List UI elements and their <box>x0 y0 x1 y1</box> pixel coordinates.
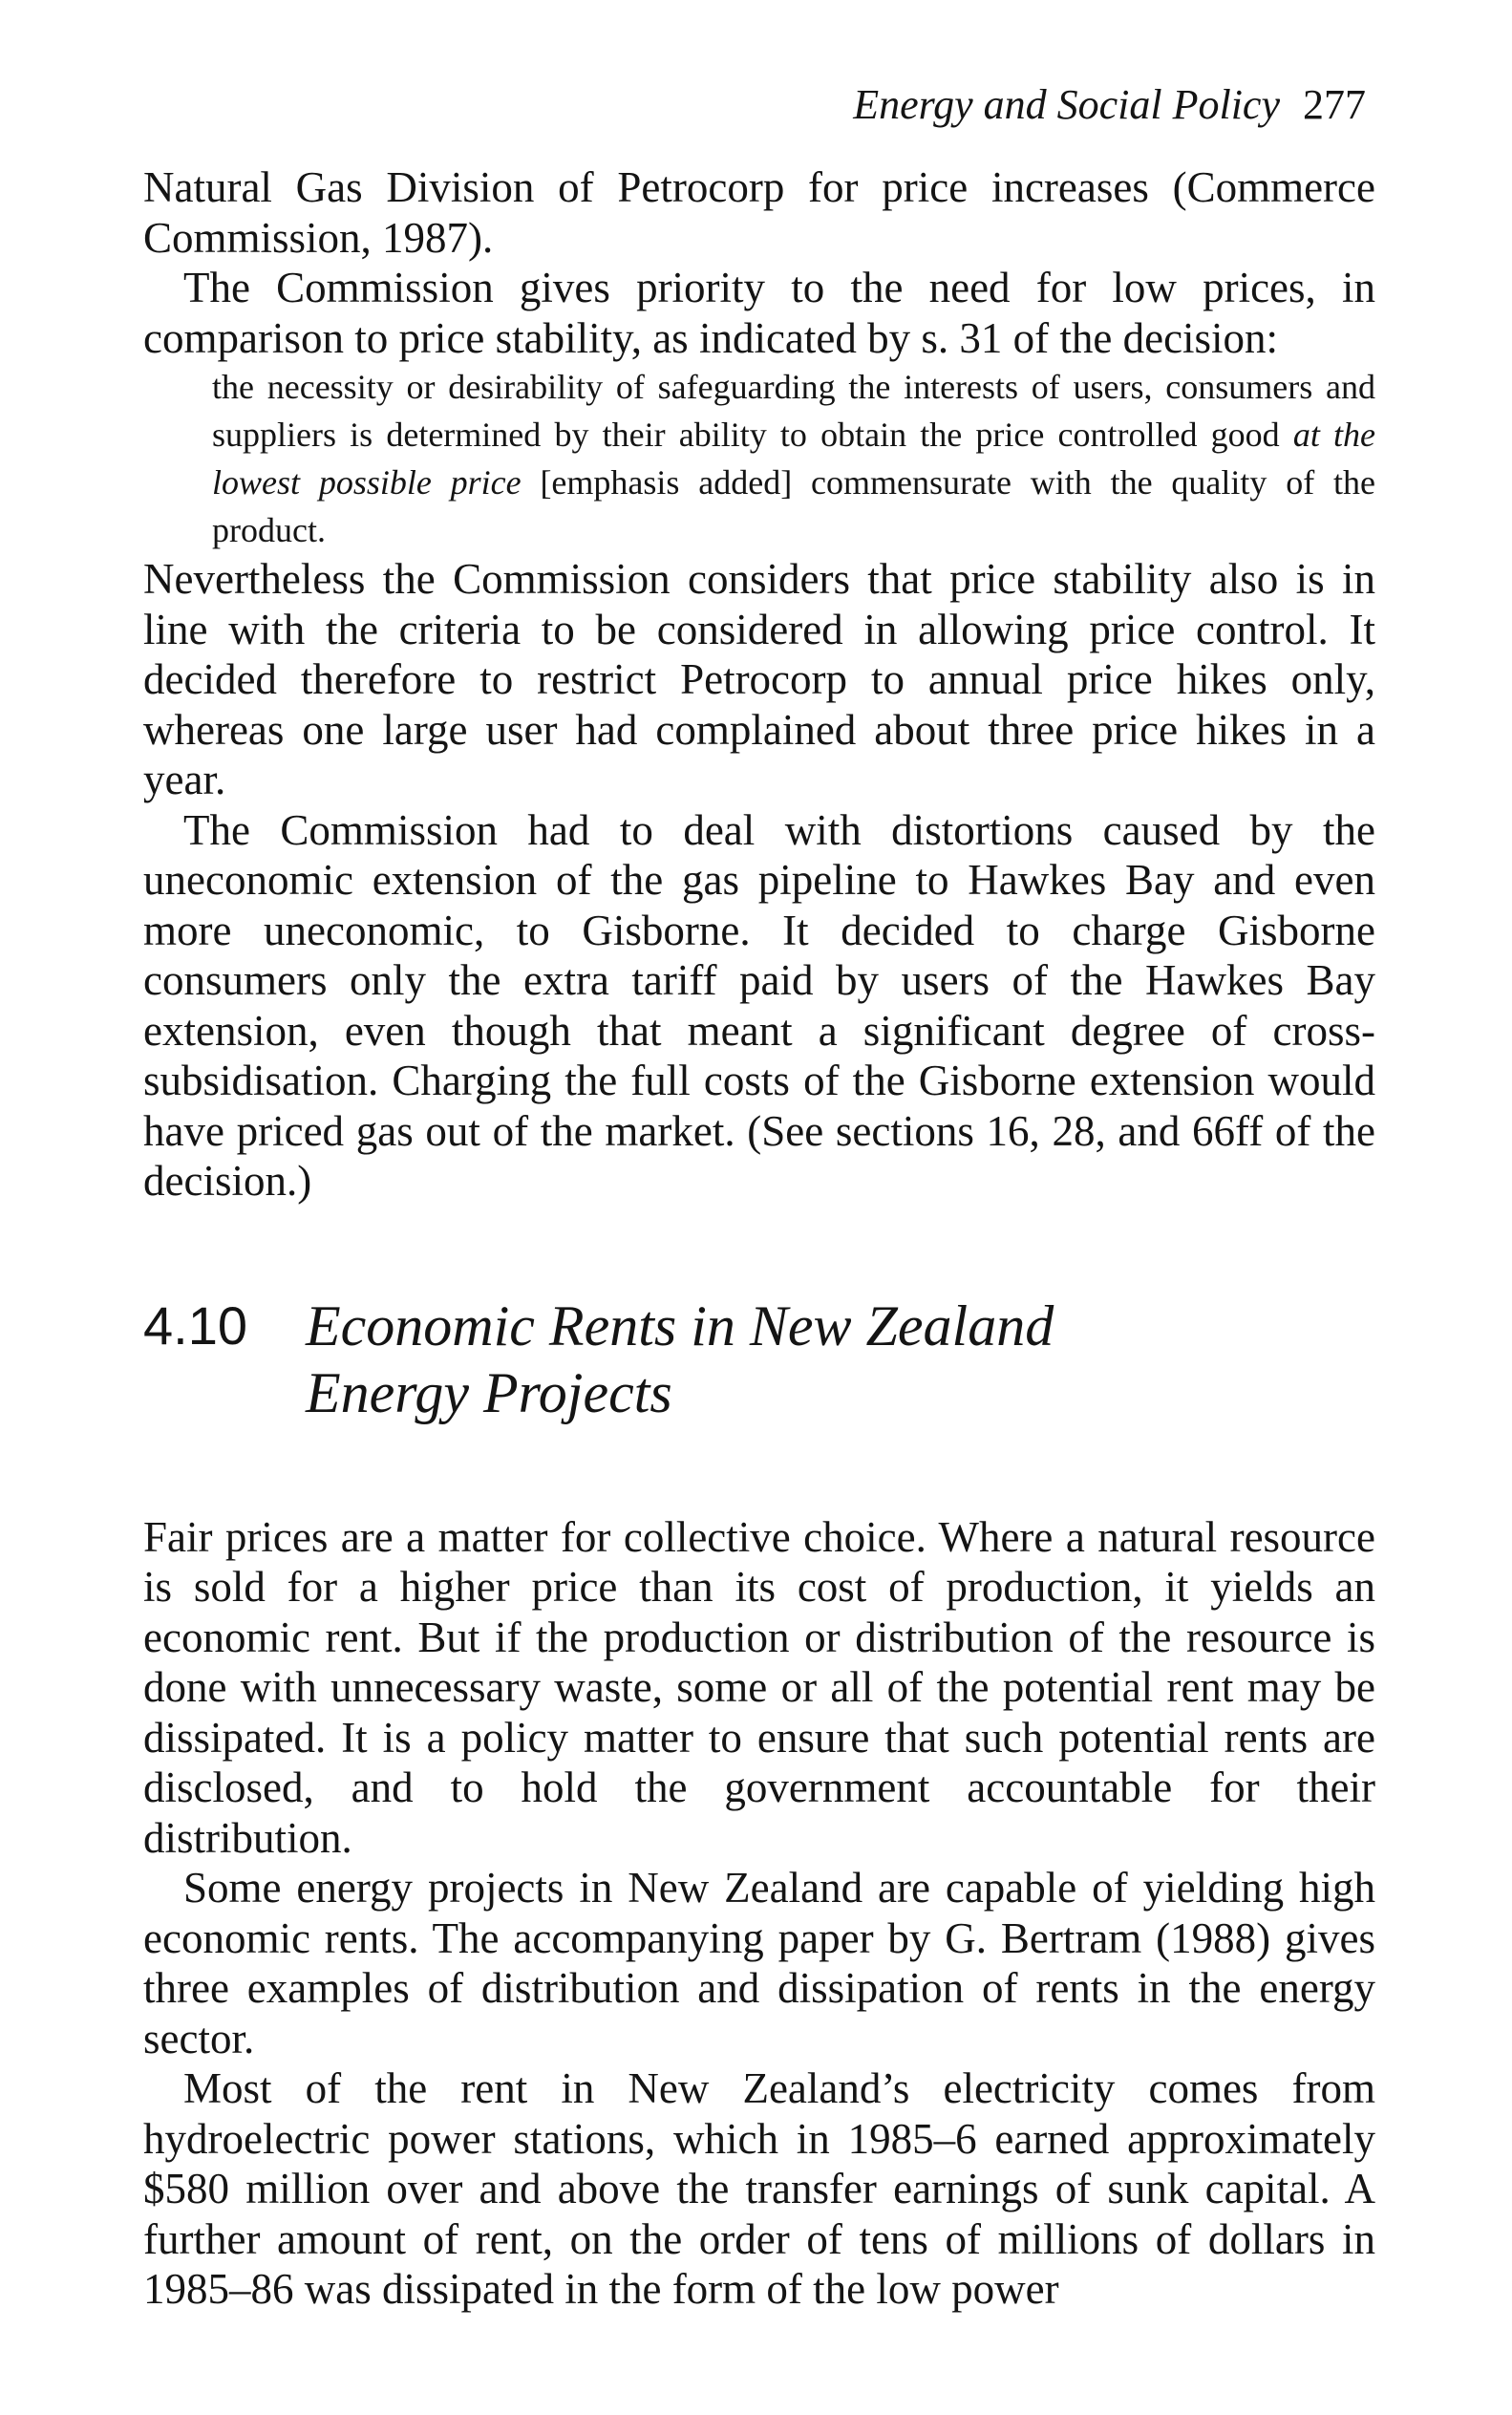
paragraph-fair-prices: Fair prices are a matter for collective choice. Where a natural resource is sold for a higher price than its cost of production, it yields an economic rent. But if the production or distribution of the resource is done with unnecessary waste, some or all of the potential rent may be dissipated. It is a policy matter to ensure that such potential rents are disclosed, and to hold the government accountable for their distribution. <box>143 1512 1375 1862</box>
section-title: Economic Rents in New Zealand Energy Projects <box>306 1293 1054 1424</box>
paragraph-energy-projects: Some energy projects in New Zealand are capable of yielding high economic rents. The accompanying paper by G. Bertram (1988) gives three examples of distribution and dissipation of rents in the energy sector. <box>143 1864 1375 2062</box>
quote-emphasis: at the lowest possible price <box>212 416 1375 502</box>
paragraph-pipeline-distortions: The Commission had to deal with distortions caused by the uneconomic extension of the gas pipeline to Hawkes Bay and even more uneconomic, to Gisborne. It decided to charge Gisborne consumers only the extra tariff paid by users of the Hawkes Bay extension, even though that meant a significant degree of cross-subsidisation. Charging the full costs of the Gisborne extension would have priced gas out of the market. (See sections 16, 28, and 66ff of the decision.) <box>143 805 1375 1205</box>
paragraph-electricity-rent: Most of the rent in New Zealand’s electricity comes from hydroelectric power stations, which in 1985–6 earned approximately $580 million over and above the transfer earnings of sunk capital. A further amount of rent, on the order of tens of millions of dollars in 1985–86 was dissipated in the form of the low power <box>143 2064 1375 2313</box>
paragraph-continued: Natural Gas Division of Petrocorp for price increases (Commerce Commission, 1987). <box>143 163 1375 262</box>
paragraph-commission-priority: The Commission gives priority to the need for low prices, in comparison to price stability, as indicated by s. 31 of the decision: <box>143 264 1375 362</box>
section-heading <box>143 1293 1375 1426</box>
section-number: 4.10 <box>143 1294 247 1356</box>
block-quote <box>212 363 1375 554</box>
running-head <box>143 76 1375 162</box>
book-page <box>143 76 1375 2315</box>
quote-text-before: the necessity or desirability of safeguarding the interests of users, consumers and suppliers is determined by their ability to obtain the price controlled good <box>212 368 1375 454</box>
page-number: 277 <box>1303 81 1366 128</box>
running-head-title: Energy and Social Policy <box>853 81 1280 128</box>
paragraph-price-stability: Nevertheless the Commission considers that price stability also is in line with the criteria to be considered in allowing price control. It decided therefore to restrict Petrocorp to annual price hikes only, whereas one large user had complained about three price hikes in a year. <box>143 555 1375 803</box>
quote-text-after: [emphasis added] commensurate with the quality of the product. <box>212 463 1375 549</box>
